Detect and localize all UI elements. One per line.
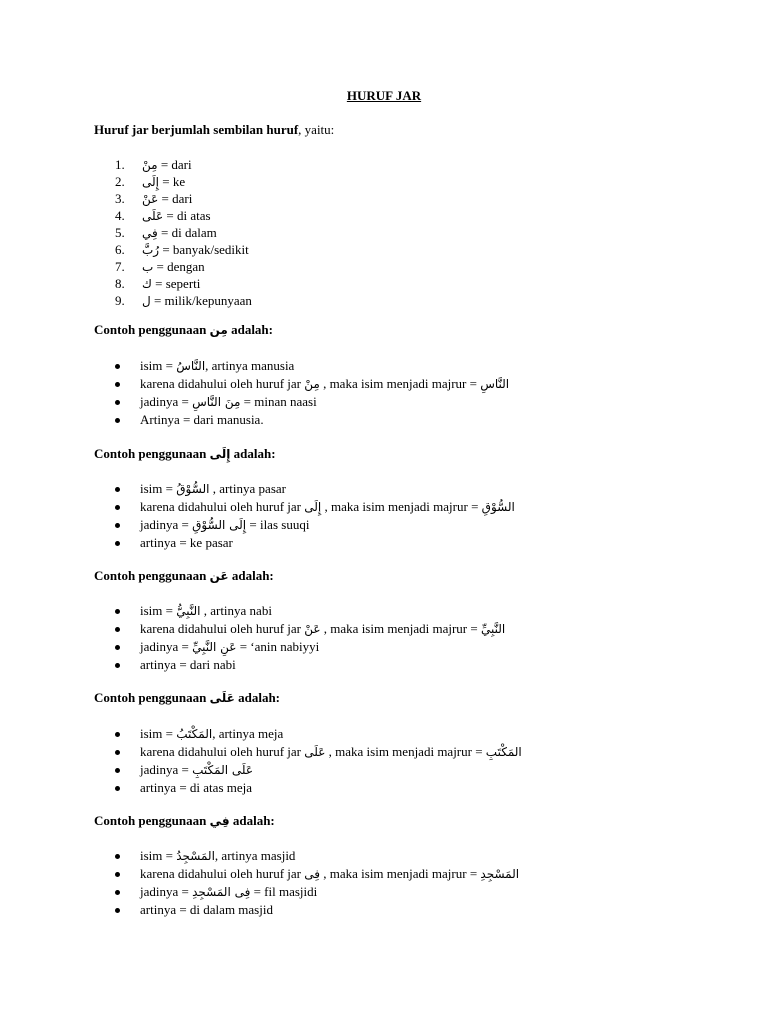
list-item	[94, 207, 252, 224]
arabic-word: المَسْجِدُ	[176, 849, 215, 863]
text: isim =	[140, 358, 177, 373]
list-item	[94, 883, 519, 901]
text: karena didahului oleh huruf jar	[140, 744, 305, 759]
text: jadinya =	[140, 884, 193, 899]
list-item	[94, 498, 515, 516]
list-item	[94, 725, 522, 743]
arabic-word: السُّوْقُ	[176, 482, 210, 496]
list-item	[94, 480, 515, 498]
arabic-word: عَلَى المَكْتَبِ	[192, 763, 254, 777]
list-item	[94, 156, 252, 173]
text: artinya = dari nabi	[140, 657, 236, 672]
text: jadinya =	[140, 517, 193, 532]
list-item	[94, 656, 505, 674]
item-number: 6.	[115, 242, 125, 257]
text: karena didahului oleh huruf jar	[140, 376, 305, 391]
text: , artinya masjid	[214, 848, 296, 863]
section-heading	[94, 446, 276, 462]
item-number: 3.	[115, 191, 125, 206]
text: , artinya pasar	[209, 481, 286, 496]
text: isim =	[140, 481, 177, 496]
item-number: 1.	[115, 157, 125, 172]
list-item	[94, 224, 252, 241]
list-item	[94, 173, 252, 190]
letter-meaning: = dengan	[153, 259, 205, 274]
text: , maka isim menjadi majrur =	[325, 744, 486, 759]
text: Artinya = dari manusia.	[140, 412, 264, 427]
text: artinya = di atas meja	[140, 780, 253, 795]
heading-arabic: إِلَى	[209, 447, 231, 461]
text: , artinya meja	[212, 726, 284, 741]
arabic-letter: ك	[142, 277, 152, 291]
arabic-letter: ب	[142, 260, 154, 274]
letter-meaning: = dari	[157, 157, 192, 172]
text: karena didahului oleh huruf jar	[140, 866, 305, 881]
heading-text: adalah:	[234, 690, 281, 705]
arabic-word: عَلَى	[304, 745, 326, 759]
text: jadinya =	[140, 762, 193, 777]
heading-text: Contoh penggunaan	[94, 813, 210, 828]
list-item	[94, 761, 522, 779]
text: isim =	[140, 603, 177, 618]
item-number: 2.	[115, 174, 125, 189]
list-item	[94, 241, 252, 258]
arabic-letter: إِلَى	[142, 175, 159, 189]
list-item	[94, 602, 505, 620]
huruf-jar-list	[94, 156, 252, 309]
arabic-word: المَسْجِدِ	[480, 867, 520, 881]
heading-text: adalah:	[227, 322, 273, 337]
arabic-word: المَكْتَبُ	[176, 727, 213, 741]
list-item	[94, 292, 252, 309]
section-heading	[94, 568, 274, 584]
text: , maka isim menjadi majrur =	[320, 621, 481, 636]
text: = ‘anin nabiyyi	[236, 639, 320, 654]
arabic-word: النَّاسِ	[480, 377, 510, 391]
letter-meaning: = ke	[159, 174, 186, 189]
text: jadinya =	[140, 639, 193, 654]
heading-text: adalah:	[230, 446, 276, 461]
heading-text: adalah:	[228, 568, 274, 583]
letter-meaning: = di dalam	[157, 225, 217, 240]
text: artinya = di dalam masjid	[140, 902, 273, 917]
arabic-word: النَّبِيُّ	[176, 604, 201, 618]
intro-bold-text: Huruf jar berjumlah sembilan huruf	[94, 122, 299, 137]
heading-text: adalah:	[229, 813, 275, 828]
section-heading	[94, 322, 273, 338]
text: , maka isim menjadi majrur =	[320, 866, 481, 881]
item-number: 7.	[115, 259, 125, 274]
list-item	[94, 190, 252, 207]
arabic-word: فِى	[304, 867, 320, 881]
list-item	[94, 357, 509, 375]
heading-arabic: مِن	[209, 323, 228, 337]
list-item	[94, 779, 522, 797]
intro-rest-text: , yaitu:	[298, 122, 335, 137]
text: artinya = ke pasar	[140, 535, 233, 550]
letter-meaning: = dari	[158, 191, 193, 206]
list-item	[94, 275, 252, 292]
example-list	[94, 357, 509, 429]
heading-arabic: عَن	[209, 569, 229, 583]
letter-meaning: = milik/kepunyaan	[150, 293, 252, 308]
text: , artinya nabi	[200, 603, 272, 618]
list-item	[94, 516, 515, 534]
arabic-letter: مِنْ	[142, 158, 158, 172]
arabic-word: عَنِ النَّبِيِّ	[192, 640, 237, 654]
heading-arabic: فِي	[209, 814, 230, 828]
heading-text: Contoh penggunaan	[94, 446, 210, 461]
arabic-word: إِلَى السُّوْقِ	[192, 518, 247, 532]
arabic-word: فِى المَسْجِدِ	[192, 885, 251, 899]
text: karena didahului oleh huruf jar	[140, 499, 305, 514]
text: = ilas suuqi	[246, 517, 310, 532]
arabic-word: مِنْ	[304, 377, 320, 391]
list-item	[94, 534, 515, 552]
arabic-word: السُّوْقِ	[481, 500, 515, 514]
arabic-letter: ل	[142, 294, 151, 308]
arabic-letter: رُبَّ	[142, 243, 160, 257]
list-item	[94, 375, 509, 393]
example-list	[94, 847, 519, 919]
text: isim =	[140, 848, 177, 863]
heading-text: Contoh penggunaan	[94, 690, 210, 705]
letter-meaning: = seperti	[151, 276, 201, 291]
item-number: 8.	[115, 276, 125, 291]
text: isim =	[140, 726, 177, 741]
arabic-letter: عَنْ	[142, 192, 159, 206]
text: karena didahului oleh huruf jar	[140, 621, 305, 636]
document-title: HURUF JAR	[346, 88, 422, 103]
list-item	[94, 901, 519, 919]
section-heading	[94, 690, 280, 706]
list-item	[94, 743, 522, 761]
list-item	[94, 393, 509, 411]
list-item	[94, 258, 252, 275]
item-number: 9.	[115, 293, 125, 308]
list-item	[94, 638, 505, 656]
text: = fil masjidi	[250, 884, 318, 899]
arabic-word: عَنْ	[304, 622, 321, 636]
example-list	[94, 480, 515, 552]
item-number: 4.	[115, 208, 125, 223]
arabic-letter: عَلَى	[142, 209, 164, 223]
text: jadinya =	[140, 394, 193, 409]
arabic-word: مِنَ النَّاسِ	[192, 395, 241, 409]
arabic-word: المَكْتَبِ	[485, 745, 522, 759]
text: = minan naasi	[240, 394, 317, 409]
arabic-letter: فِي	[142, 226, 158, 240]
example-list	[94, 602, 505, 674]
heading-arabic: عَلَى	[209, 691, 235, 705]
section-heading	[94, 813, 275, 829]
text: , maka isim menjadi majrur =	[319, 376, 481, 391]
list-item	[94, 847, 519, 865]
heading-text: Contoh penggunaan	[94, 322, 210, 337]
arabic-word: النَّبِيِّ	[480, 622, 506, 636]
intro-paragraph	[94, 122, 334, 138]
arabic-word: إِلَى	[304, 500, 322, 514]
letter-meaning: = banyak/sedikit	[159, 242, 249, 257]
text: , maka isim menjadi majrur =	[321, 499, 482, 514]
heading-text: Contoh penggunaan	[94, 568, 210, 583]
text: , artinya manusia	[205, 358, 295, 373]
list-item	[94, 865, 519, 883]
letter-meaning: = di atas	[163, 208, 211, 223]
list-item	[94, 620, 505, 638]
item-number: 5.	[115, 225, 125, 240]
list-item	[94, 411, 509, 429]
example-list	[94, 725, 522, 797]
arabic-word: النَّاسُ	[176, 359, 206, 373]
